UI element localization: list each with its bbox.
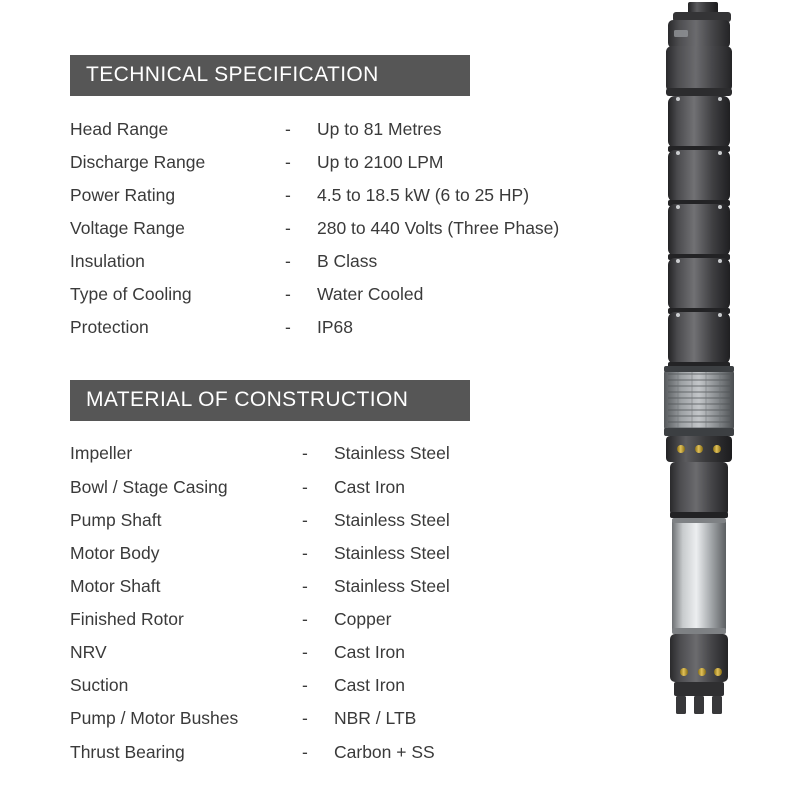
material-label: Pump Shaft: [70, 509, 162, 530]
technical-specification-header: TECHNICAL SPECIFICATION: [70, 55, 470, 96]
spec-separator: -: [285, 251, 291, 271]
spec-separator: -: [285, 151, 291, 172]
material-label: Pump / Motor Bushes: [70, 708, 239, 729]
table-row: [70, 470, 610, 503]
spec-label: Protection: [70, 317, 149, 338]
material-of-construction-table: [70, 437, 610, 768]
table-row: [70, 735, 610, 768]
table-row: [70, 211, 610, 244]
pump-illustration-svg: [648, 0, 758, 740]
material-value: Cast Iron: [334, 675, 405, 696]
table-row: [70, 437, 610, 470]
pump-discharge-head: [666, 20, 732, 96]
pump-motor-upper: [670, 462, 728, 518]
table-row: [70, 702, 610, 735]
pump-cable-head: [673, 2, 731, 22]
material-value: NBR / LTB: [334, 708, 417, 729]
material-label: Suction: [70, 675, 129, 696]
material-separator: -: [302, 675, 308, 696]
material-value: Cast Iron: [334, 642, 405, 663]
spec-label: Type of Cooling: [70, 284, 192, 305]
material-separator: -: [302, 609, 308, 629]
material-separator: -: [302, 443, 308, 464]
spec-value: Water Cooled: [317, 284, 424, 305]
material-of-construction-block: [70, 380, 610, 768]
technical-specification-table: [70, 112, 610, 344]
spec-separator: -: [285, 217, 291, 238]
table-row: [70, 569, 610, 602]
table-row: [70, 112, 610, 145]
pump-motor-body: [672, 518, 726, 634]
material-separator: -: [302, 476, 308, 497]
spec-value: 280 to 440 Volts (Three Phase): [317, 217, 560, 238]
material-label: Impeller: [70, 443, 133, 464]
table-row: [70, 145, 610, 178]
spec-value: IP68: [317, 317, 353, 338]
spec-separator: -: [285, 284, 291, 305]
submersible-pump-image: [648, 0, 758, 740]
table-row: [70, 536, 610, 569]
spec-label: Voltage Range: [70, 217, 185, 238]
pump-base-stand: [674, 682, 724, 714]
spec-separator: -: [285, 184, 291, 205]
material-value: Copper: [334, 609, 392, 629]
material-value: Stainless Steel: [334, 542, 450, 563]
spec-value: B Class: [317, 251, 378, 271]
table-row: [70, 311, 610, 344]
material-value: Stainless Steel: [334, 509, 450, 530]
table-row: [70, 278, 610, 311]
pump-suction-strainer: [664, 366, 734, 436]
material-separator: -: [302, 575, 308, 596]
table-row: [70, 503, 610, 536]
table-row: [70, 245, 610, 278]
material-separator: -: [302, 509, 308, 530]
material-label: NRV: [70, 642, 107, 663]
spec-label: Power Rating: [70, 184, 176, 205]
material-separator: -: [302, 708, 308, 729]
material-label: Bowl / Stage Casing: [70, 476, 228, 497]
material-value: Carbon + SS: [334, 741, 435, 762]
material-separator: -: [302, 642, 308, 663]
spec-label: Discharge Range: [70, 151, 206, 172]
pump-motor-lower: [670, 634, 728, 682]
spec-separator: -: [285, 118, 291, 139]
spec-value: Up to 2100 LPM: [317, 151, 444, 172]
material-value: Cast Iron: [334, 476, 405, 497]
table-row: [70, 636, 610, 669]
pump-stage-assembly: [668, 96, 730, 368]
spec-separator: -: [285, 317, 291, 338]
pump-coupling-junction: [666, 436, 732, 462]
spec-value: 4.5 to 18.5 kW (6 to 25 HP): [317, 184, 530, 205]
spec-label: Head Range: [70, 118, 169, 139]
material-label: Motor Body: [70, 542, 160, 563]
material-label: Thrust Bearing: [70, 741, 185, 762]
material-label: Motor Shaft: [70, 575, 161, 596]
material-value: Stainless Steel: [334, 443, 450, 464]
spec-label: Insulation: [70, 251, 145, 271]
material-label: Finished Rotor: [70, 609, 184, 629]
material-of-construction-header: MATERIAL OF CONSTRUCTION: [70, 380, 470, 421]
table-row: [70, 178, 610, 211]
material-separator: -: [302, 741, 308, 762]
table-row: [70, 669, 610, 702]
material-value: Stainless Steel: [334, 575, 450, 596]
material-separator: -: [302, 542, 308, 563]
table-row: [70, 603, 610, 636]
specification-column: [70, 55, 610, 768]
spec-value: Up to 81 Metres: [317, 118, 442, 139]
